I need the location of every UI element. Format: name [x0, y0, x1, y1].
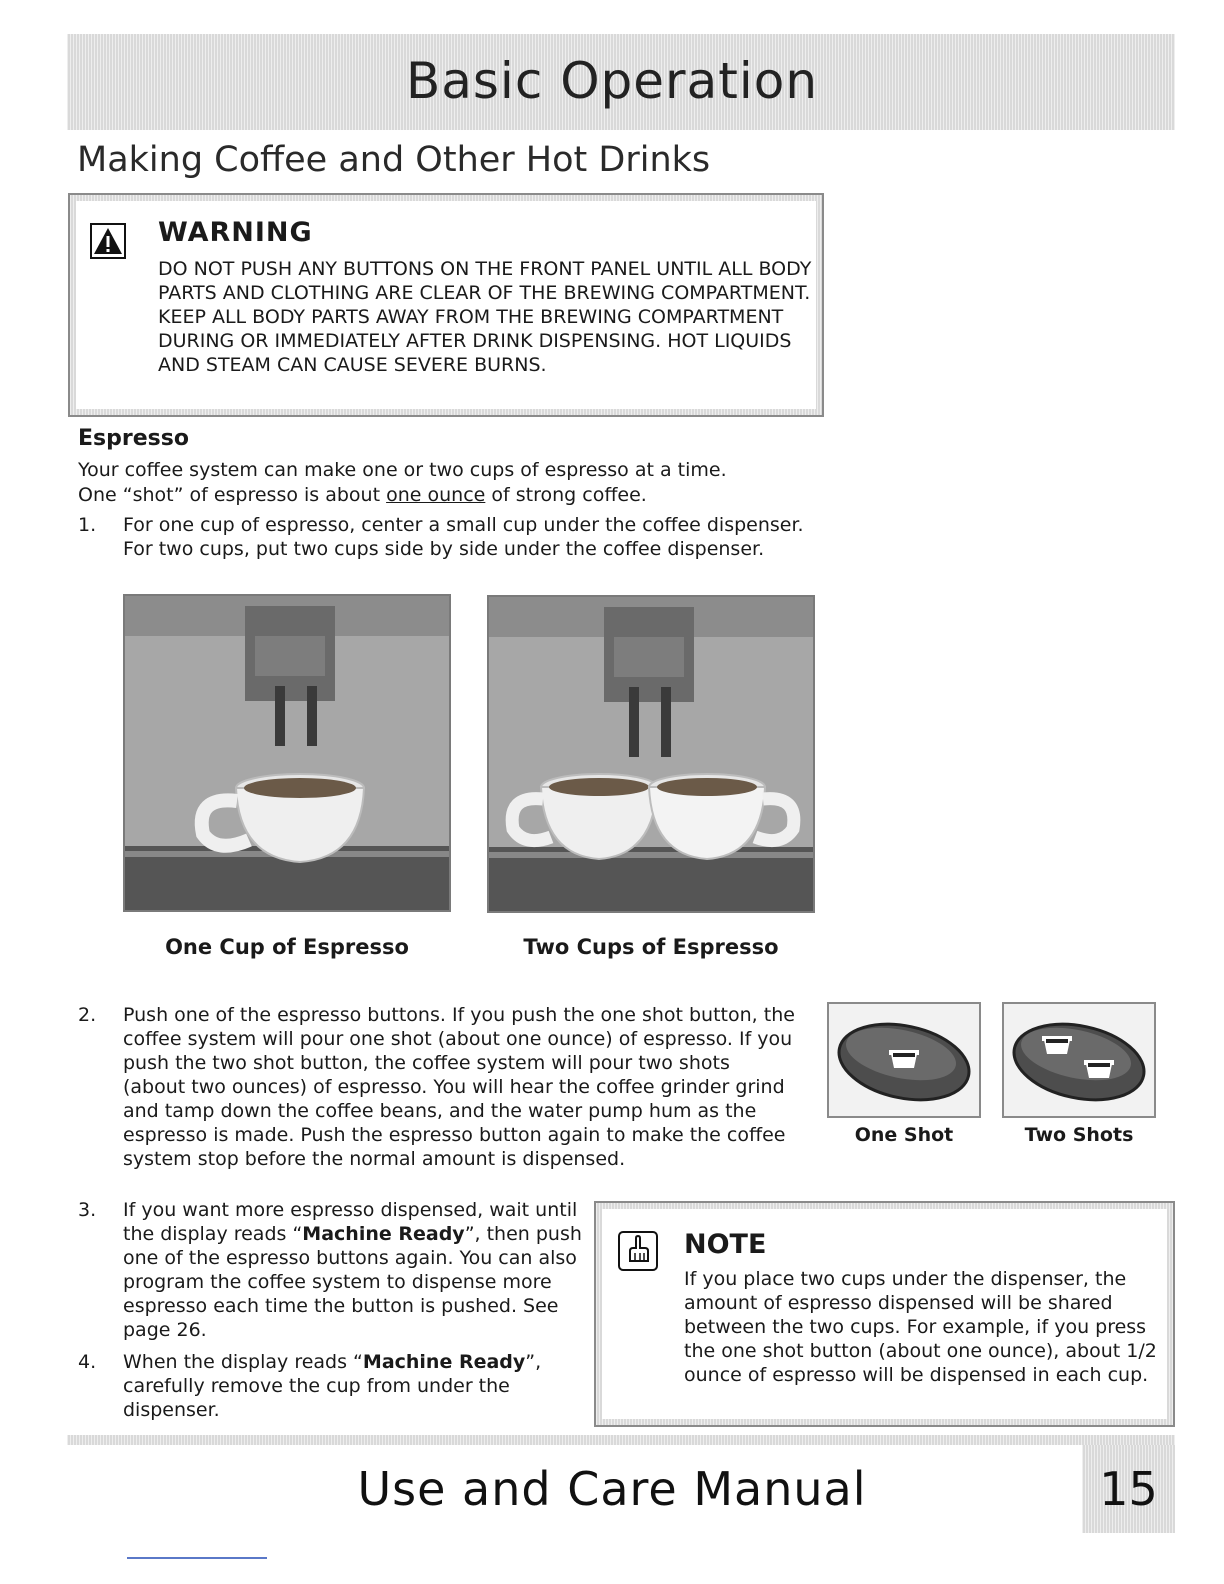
machine-ready-label: Machine Ready: [302, 1223, 465, 1245]
step-text-start: If you want more espresso dispensed, wait until the display reads “: [123, 1199, 578, 1245]
section-title: Making Coffee and Other Hot Drinks: [77, 140, 711, 180]
intro-line-2: [78, 483, 838, 508]
one-ounce-underlined: one ounce: [386, 484, 486, 506]
step-text: [123, 1350, 593, 1422]
note-box: [594, 1201, 1175, 1427]
machine-ready-label: Machine Ready: [362, 1351, 526, 1373]
step-number: 4.: [78, 1351, 97, 1373]
step-1: [78, 513, 818, 593]
step-number: 3.: [78, 1199, 97, 1221]
one-cup-illustration: [125, 596, 449, 910]
step-2: [78, 1003, 798, 1198]
footer-band: [67, 1435, 1175, 1445]
warning-box-inner: [76, 201, 816, 409]
note-heading: NOTE: [684, 1229, 767, 1260]
step-number: 2.: [78, 1004, 97, 1026]
one-cup-espresso-photo: [123, 594, 451, 912]
step-text-end: ”, carefully remove the cup from under the dispenser.: [123, 1351, 542, 1421]
footer-underline: [127, 1557, 267, 1559]
step-text: Push one of the espresso buttons. If you push the one shot button, the coffee system will pour one shot (about one ounce) of espresso. If you push the two shot button, the coffee system will pour two shots (about two ounces) of espresso. You will hear the coffee grinder grind and tamp down the coffee beans, and the water pump hum as the espresso is made. Push the espresso button again to make the coffee system stop before the normal amount is dispensed.: [123, 1004, 795, 1170]
step-3: [78, 1198, 598, 1348]
note-text: If you place two cups under the dispenser, the amount of espresso dispensed will be shared between the two cups. For example, if you press the one shot button (about one ounce), about 1/2 ounce of espresso will be dispensed in each cup.: [684, 1268, 1157, 1386]
two-cups-caption: Two Cups of Espresso: [523, 935, 779, 959]
one-cup-caption: One Cup of Espresso: [165, 935, 409, 959]
warning-heading: WARNING: [158, 217, 313, 248]
espresso-heading: Espresso: [78, 426, 189, 451]
one-shot-caption: One Shot: [854, 1124, 954, 1146]
intro-line-2-start: One “shot” of espresso is about: [78, 484, 387, 506]
warning-triangle-icon: [90, 223, 126, 259]
page-header-title: Basic Operation: [405, 52, 819, 110]
step-text: [123, 1198, 593, 1342]
intro-line-1: Your coffee system can make one or two cups of espresso at a time.: [78, 459, 727, 481]
step-text-start: When the display reads “: [123, 1351, 363, 1373]
pointing-hand-note-icon: [616, 1229, 660, 1273]
step-number: 1.: [78, 514, 97, 536]
footer-title: Use and Care Manual: [357, 1462, 867, 1516]
one-shot-cup-icon: [829, 1004, 979, 1116]
one-shot-button-image: [827, 1002, 981, 1118]
note-box-inner: [602, 1209, 1167, 1419]
warning-text: DO NOT PUSH ANY BUTTONS ON THE FRONT PANEL UNTIL ALL BODY PARTS AND CLOTHING ARE CLEAR OF THE BREWING COMPARTMENT. KEEP ALL BODY PARTS AWAY FROM THE BREWING COMPARTMENT DURING OR IMMEDIATELY AFTER DRINK DISPENSING. HOT LIQUIDS AND STEAM CAN CAUSE SEVERE BURNS.: [158, 258, 812, 376]
warning-box: [68, 193, 824, 417]
two-shots-caption: Two Shots: [1024, 1124, 1134, 1146]
two-cups-illustration: [489, 597, 813, 911]
two-shots-cups-icon: [1004, 1004, 1154, 1116]
page-number: 15: [1099, 1462, 1158, 1516]
step-text: For one cup of espresso, center a small cup under the coffee dispenser. For two cups, put two cups side by side under the coffee dispenser.: [123, 514, 804, 560]
step-text-end: ”, then push one of the espresso buttons again. You can also program the coffee system to dispense more espresso each time the button is pushed. See page 26.: [123, 1223, 582, 1341]
intro-line-2-end: of strong coffee.: [485, 484, 647, 506]
step-4: [78, 1350, 598, 1425]
two-cups-espresso-photo: [487, 595, 815, 913]
two-shots-button-image: [1002, 1002, 1156, 1118]
espresso-intro: [78, 458, 838, 508]
